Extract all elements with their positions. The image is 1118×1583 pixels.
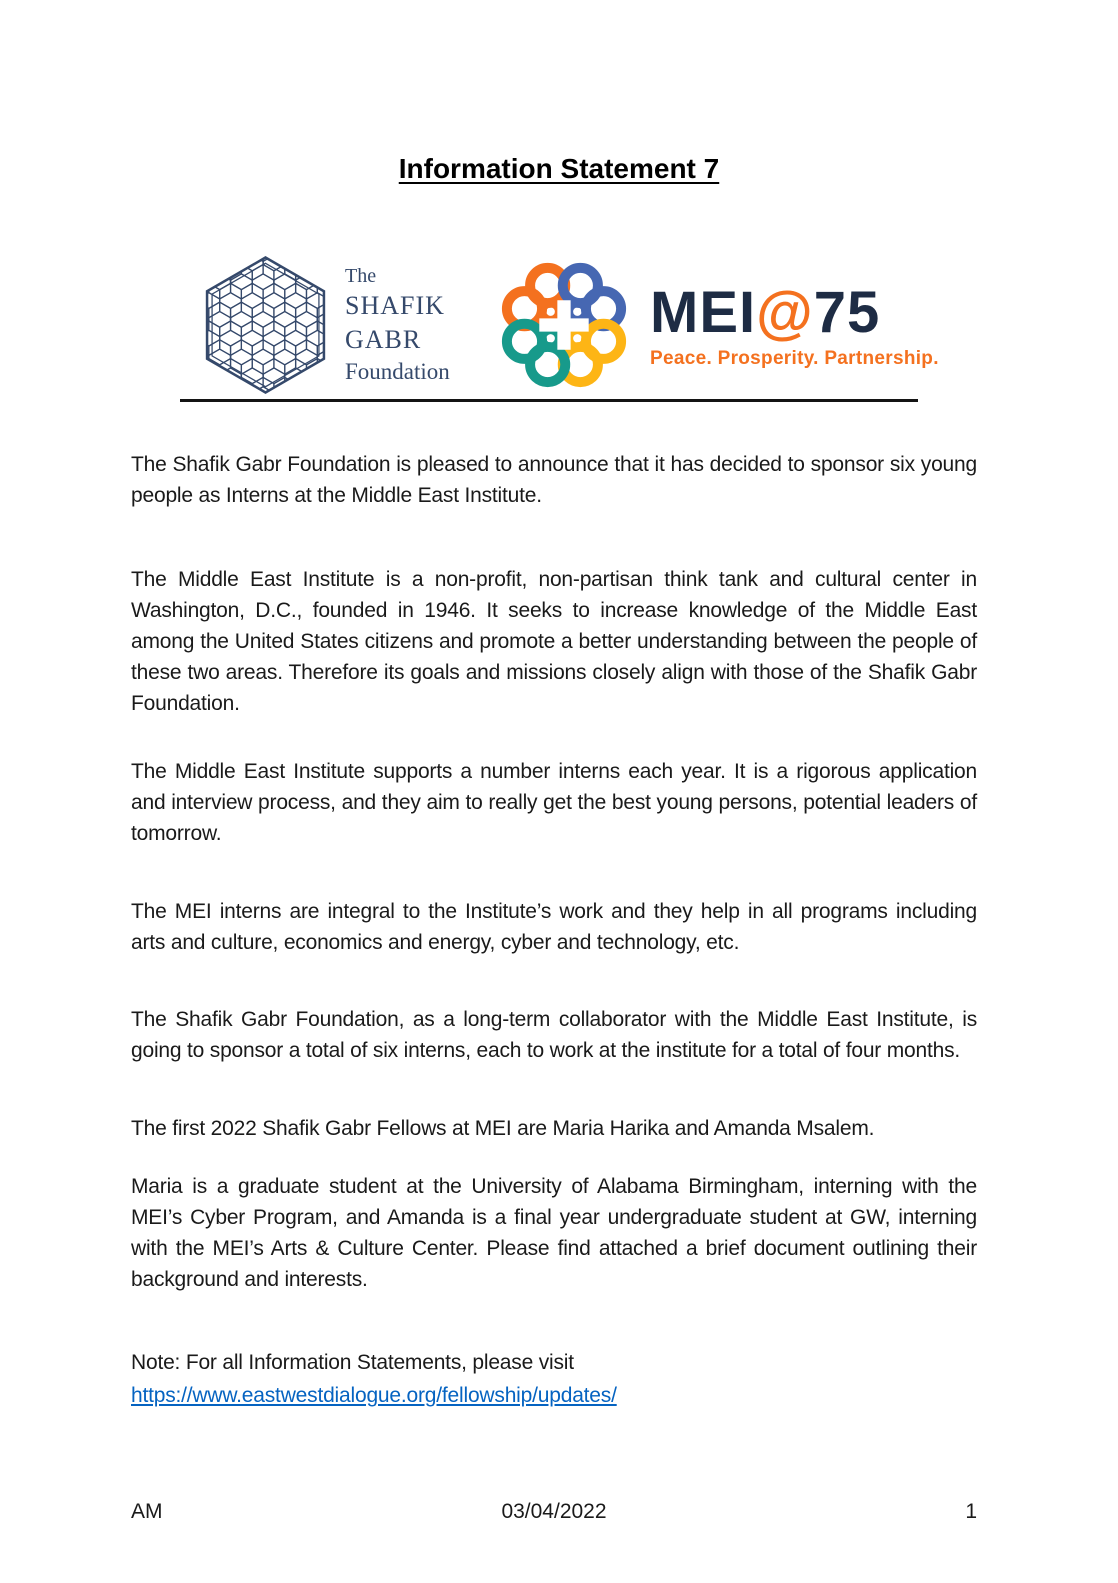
mei-wordmark-name: MEI — [650, 280, 757, 345]
paragraph: The Shafik Gabr Foundation is pleased to announce that it has decided to sponsor six young people as Interns at the Middle East Institute. — [131, 453, 977, 507]
paragraph: Maria is a graduate student at the University of Alabama Birmingham, interning with the MEI’s Cyber Program, and Amanda is a final year undergraduate student at GW, interning with the MEI’s Arts & Culture Center. Please find attached a brief document outlining their background and interests. — [131, 1175, 977, 1291]
gabr-logo-line1: The — [345, 265, 377, 288]
updates-link[interactable]: https://www.eastwestdialogue.org/fellowship/updates/ — [131, 1384, 617, 1407]
mei-tagline: Peace. Prosperity. Partnership. — [650, 348, 939, 369]
gabr-logo-text — [345, 263, 474, 386]
shafik-gabr-logo — [198, 251, 474, 399]
gabr-logo-line2: SHAFIK GABR — [345, 291, 445, 355]
logo-divider — [180, 399, 918, 402]
gabr-logo-line3: Foundation — [345, 358, 450, 384]
paragraph: The MEI interns are integral to the Institute’s work and they help in all programs including arts and culture, economics and energy, cyber and technology, etc. — [131, 900, 977, 954]
gabr-hexagon-icon — [198, 251, 333, 399]
footer-page-number: 1 — [965, 1500, 977, 1523]
mei-logo-text — [650, 280, 939, 370]
document-body — [131, 449, 977, 1411]
mei-wordmark-at: @ — [756, 280, 814, 345]
mei-ornament-icon — [488, 249, 640, 401]
mei-wordmark-number: 75 — [813, 280, 881, 345]
paragraph: The Middle East Institute is a non-profit, non-partisan think tank and cultural center in Washington, D.C., founded in 1946. It seeks to increase knowledge of the Middle East among the United States citizens and promote a better understanding between the people of these two areas. Therefore its goals and missions closely align with those of the Shafik Gabr Foundation. — [131, 568, 977, 715]
paragraph: The Middle East Institute supports a number interns each year. It is a rigorous application and interview process, and they aim to really get the best young persons, potential leaders of tomorrow. — [131, 760, 977, 845]
document-title: Information Statement 7 — [398, 153, 720, 184]
footer-initials: AM — [131, 1500, 163, 1523]
page-footer — [131, 1500, 977, 1530]
footer-date: 03/04/2022 — [501, 1500, 607, 1523]
mei-wordmark — [650, 280, 939, 345]
mei-logo — [488, 249, 939, 401]
paragraph: The first 2022 Shafik Gabr Fellows at MEI are Maria Harika and Amanda Msalem. — [131, 1117, 875, 1140]
paragraph: The Shafik Gabr Foundation, as a long-term collaborator with the Middle East Institute, is going to sponsor a total of six interns, each to work at the institute for a total of four months. — [131, 1008, 977, 1062]
logo-banner — [198, 250, 939, 400]
note-text: Note: For all Information Statements, please visit — [131, 1351, 574, 1374]
